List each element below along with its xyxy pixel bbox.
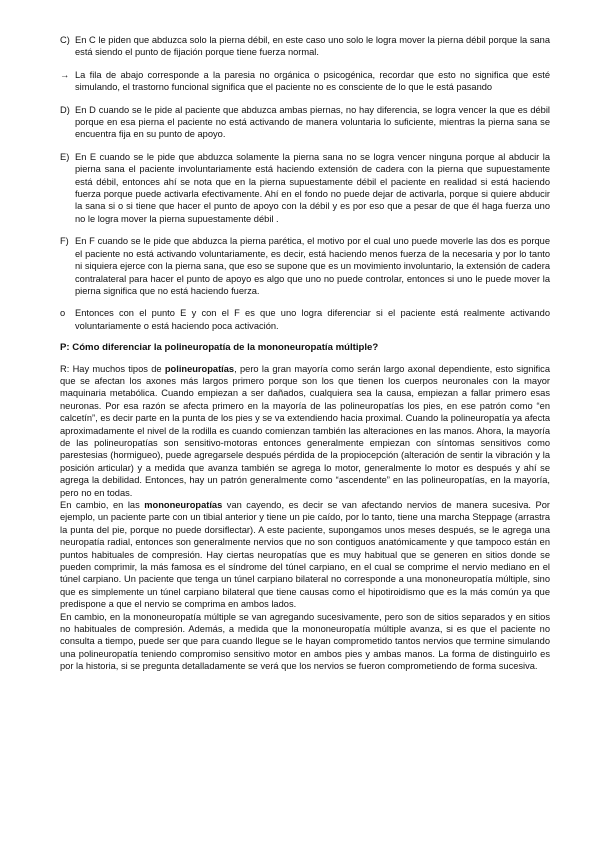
list-item-f <box>60 235 550 297</box>
item-marker: C) <box>60 35 70 45</box>
answer-paragraph-polineuropatias <box>60 363 550 499</box>
bullet-icon: o <box>60 308 66 319</box>
item-text: En E cuando se le pide que abduzca solamente la pierna sana no se logra vencer ninguna porque al abducir la pierna sana el paciente involuntariamente está haciendo extensión de cadera con la pierna que supuestamente está débil, entonces ahí se nota que en la pierna supuestamente débil el paciente en realidad si está haciendo fuerza porque puede activarla efectivamente. Ahí en el fondo no puede dejar de activarla, porque si quiere abducir la sana si o si tiene que hacer el punto de apoyo con la débil y es por eso que a pesar de que él haga fuerza uno no le logra mover la pierna supuestamente débil . <box>75 151 550 224</box>
list-item-c <box>60 34 550 59</box>
item-marker: D) <box>60 104 70 115</box>
item-text: En F cuando se le pide que abduzca la pierna parética, el motivo por el cual uno puede moverle las dos es porque el paciente no está activando voluntariamente, es decir, está haciendo menos fuerza de la necesaria y por lo tanto ni siquiera ejerce con la pierna sana, que eso se supone que es un movimiento involuntario, la extensión de cadera contralateral para hacer el punto de apoyo es algo que uno no puede controlar, entonces si uno le puede mover la pierna significa que no está haciendo fuerza. <box>75 236 550 296</box>
item-text: En C le piden que abduzca solo la pierna débil, en este caso uno solo le logra mover la pierna débil porque la sana está siendo el punto de fijación porque tiene fuerza normal. <box>75 35 550 58</box>
item-marker: F) <box>60 236 69 247</box>
list-item-bullet <box>60 307 550 332</box>
answer-text: , pero la gran mayoría como serán largo axonal dependiente, esto significa que se afectan los axones más largos primero porque son los que tienen los cuerpos neuronales con la mayor maquinaria metabólica. Cuando empiezan a ser dañados, cualquiera sea la causa, empiezan a fallar primero esas neuronas. Por esa razón se afecta primero en la mayoría de las polineuropatías los pies, en ese patrón como “en calcetín”, es decir parte en la punta de los pies y se va extendiendo hacia proximal. Cuando la polineuropatía ya afecta aproximadamente el nivel de la rodilla es cuando comienzan también las alteraciones en las manos. Ahora, la mayoría de las polineuropatías son sensitivo-motoras entonces generalmente empiezan con síntomas sensitivos como parestesias (hormigueo), puede agregarsele después pérdida de la propiocepción (alteración de sentir la vibración y la posición articular) y a medida que avanza también se agrega lo motor, generalmente lo motor es después y ahí se agrega la debilidad. Entonces, hay un patrón generalmente como “ascendente” en las polineuropatías, en la mayoría, pero no en todas. <box>60 363 551 498</box>
item-text: En D cuando se le pide al paciente que abduzca ambas piernas, no hay diferencia, se logra vencer la que es débil porque en esa pierna el paciente no está activando de manera voluntaria lo suficiente, mientras la pierna sana se encuentra fija en su punto de apoyo. <box>75 104 550 140</box>
item-text: La fila de abajo corresponde a la paresia no orgánica o psicogénica, recordar que esto no significa que esté simulando, el trastorno funcional significa que el paciente no es consciente de lo que le está pasando <box>75 69 550 93</box>
answer-text: En cambio, en las <box>60 500 145 510</box>
arrow-icon: → <box>60 69 70 80</box>
list-item-arrow <box>60 69 550 94</box>
answer-paragraph-mononeuropatia-multiple: En cambio, en la mononeuropatía múltiple se van agregando sucesivamente, pero son de sitios separados y en sitios no habituales de compresión. Además, a medida que la mononeuropatía múltiple avanza, si es que el paciente no consulta a tiempo, puede ser que para cuando llegue se le hayan comprometido tantos nervios que termine simulando una polineuropatía teniendo compromiso sensitivo motor en ambos pies y ambas manos. La forma de distinguirlo es por la historia, si se pregunta detalladamente se verá que los nervios se fueron comprometiendo de forma sucesiva. <box>60 611 550 672</box>
list-item-e <box>60 151 550 225</box>
item-text: Entonces con el punto E y con el F es que uno logra diferenciar si el paciente está realmente activando voluntariamente o está haciendo poca activación. <box>75 308 550 331</box>
answer-text: R: Hay muchos tipos de <box>60 363 165 374</box>
item-marker: E) <box>60 151 70 162</box>
list-item-d <box>60 104 550 141</box>
term-polineuropatias: polineuropatías <box>164 363 235 374</box>
answer-paragraph-mononeuropatias <box>60 499 550 611</box>
question-heading: P: Cómo diferenciar la polineuropatía de la mononeuropatía múltiple? <box>60 342 379 354</box>
answer-text: van cayendo, es decir se van afectando nervios de manera sucesiva. Por ejemplo, un paciente parte con un tibial anterior y tiene un pie caído, por lo tanto, tiene una marcha Steppage (arrastra la punta del pie, porque no puede dorsiflectar). A este paciente, supongamos unos meses después, se le agrega una neuropatía radial, entonces son generalmente nervios que no son contiguos anatómicamente y que tampoco están en puntos habituales de compresión. Hay ciertas neuropatías que es muy habitual que se generen en sitios donde se pueden comprimir, la más famosa es el síndrome del túnel carpiano, en el cual se comprime el nervio mediano en el túnel carpiano. Un paciente que tenga un túnel carpiano bilateral no corresponde a una mononeuropatía múltiple, sino que es simplemente un túnel carpiano bilateral que tiene causas como el hipotiroidismo que es la más común ya que predispone a que el nervio se comprima en ambos lados. <box>60 500 550 610</box>
page-content <box>60 34 550 673</box>
term-mononeuropatias: mononeuropatías <box>144 500 223 510</box>
